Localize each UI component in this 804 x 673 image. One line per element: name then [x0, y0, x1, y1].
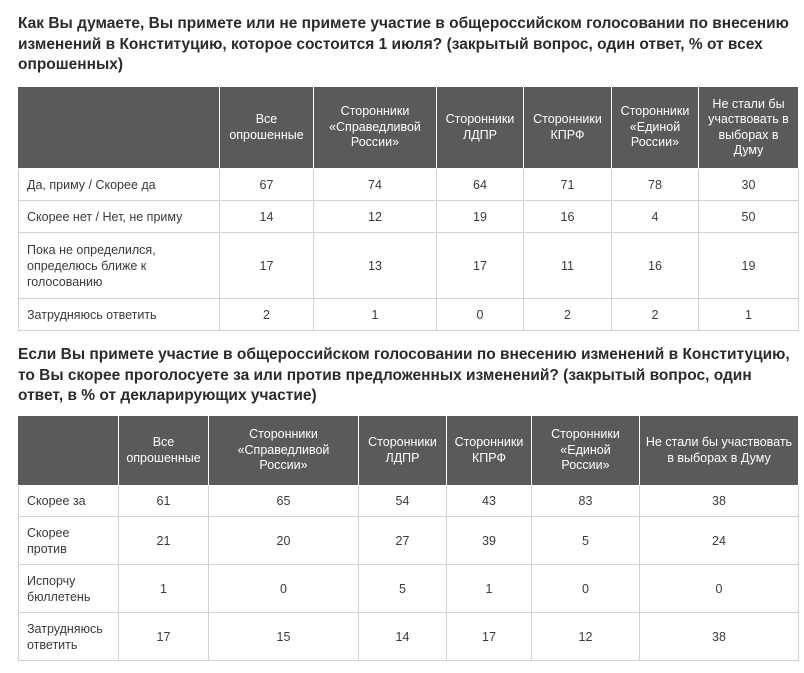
table-cell: 17	[447, 613, 532, 661]
row-label: Скорее нет / Нет, не приму	[19, 201, 220, 233]
table-row	[19, 613, 799, 661]
question-1-table	[18, 86, 799, 331]
table-row	[19, 299, 799, 331]
table-cell: 71	[524, 169, 612, 201]
table-row	[19, 169, 799, 201]
table-row	[19, 517, 799, 565]
column-header: Не стали бы участвовать в выборах в Думу	[699, 87, 799, 169]
table-cell: 65	[209, 486, 359, 517]
column-header: Сторонники «Единой России»	[532, 416, 640, 486]
question-2-table	[18, 415, 799, 661]
table-header-row	[19, 87, 799, 169]
table-cell: 0	[437, 299, 524, 331]
table-cell: 21	[119, 517, 209, 565]
table-cell: 13	[314, 233, 437, 299]
row-label: Затрудняюсь ответить	[19, 613, 119, 661]
header-corner	[19, 416, 119, 486]
table-cell: 20	[209, 517, 359, 565]
column-header: Все опрошенные	[220, 87, 314, 169]
row-label: Затрудняюсь ответить	[19, 299, 220, 331]
table-cell: 61	[119, 486, 209, 517]
table-cell: 15	[209, 613, 359, 661]
table-cell: 74	[314, 169, 437, 201]
column-header: Сторонники КПРФ	[447, 416, 532, 486]
row-label: Скорее против	[19, 517, 119, 565]
table-cell: 16	[524, 201, 612, 233]
table-cell: 50	[699, 201, 799, 233]
table-cell: 16	[612, 233, 699, 299]
table-cell: 38	[640, 486, 799, 517]
row-label: Скорее за	[19, 486, 119, 517]
table-cell: 24	[640, 517, 799, 565]
column-header: Все опрошенные	[119, 416, 209, 486]
table-cell: 39	[447, 517, 532, 565]
table-cell: 67	[220, 169, 314, 201]
table-cell: 2	[612, 299, 699, 331]
table-cell: 5	[532, 517, 640, 565]
table-cell: 27	[359, 517, 447, 565]
column-header: Сторонники «Справедливой России»	[314, 87, 437, 169]
table-cell: 17	[437, 233, 524, 299]
table-cell: 1	[699, 299, 799, 331]
table-cell: 5	[359, 565, 447, 613]
table-cell: 64	[437, 169, 524, 201]
table-cell: 14	[359, 613, 447, 661]
row-label: Пока не определился, определюсь ближе к голосованию	[19, 233, 220, 299]
table-cell: 54	[359, 486, 447, 517]
table-header-row	[19, 416, 799, 486]
question-2-title: Если Вы примете участие в общероссийском голосовании по внесению изменений в Конституцию, то Вы скорее проголосуете за или против предложенных изменений? (закрытый вопрос, один ответ, в % от декларирующих участие)	[18, 346, 790, 404]
column-header: Сторонники «Единой России»	[612, 87, 699, 169]
table-cell: 19	[699, 233, 799, 299]
table-cell: 78	[612, 169, 699, 201]
table-cell: 83	[532, 486, 640, 517]
table-cell: 1	[447, 565, 532, 613]
table-cell: 0	[209, 565, 359, 613]
table-cell: 0	[532, 565, 640, 613]
table-cell: 14	[220, 201, 314, 233]
table-cell: 2	[524, 299, 612, 331]
table-cell: 1	[314, 299, 437, 331]
table-row	[19, 201, 799, 233]
table-row	[19, 233, 799, 299]
table-row	[19, 565, 799, 613]
column-header: Сторонники «Справедливой России»	[209, 416, 359, 486]
row-label: Да, приму / Скорее да	[19, 169, 220, 201]
table-cell: 1	[119, 565, 209, 613]
table-cell: 11	[524, 233, 612, 299]
table-cell: 17	[220, 233, 314, 299]
table-cell: 0	[640, 565, 799, 613]
table-row	[19, 486, 799, 517]
column-header: Сторонники ЛДПР	[359, 416, 447, 486]
table-cell: 12	[314, 201, 437, 233]
question-1-title: Как Вы думаете, Вы примете или не примете участие в общероссийском голосовании по внесению изменений в Конституцию, которое состоится 1 июля? (закрытый вопрос, один ответ, % от всех опрошенных)	[18, 15, 789, 73]
column-header: Сторонники ЛДПР	[437, 87, 524, 169]
table-cell: 4	[612, 201, 699, 233]
table-cell: 2	[220, 299, 314, 331]
table-cell: 12	[532, 613, 640, 661]
column-header: Не стали бы участвовать в выборах в Думу	[640, 416, 799, 486]
table-cell: 30	[699, 169, 799, 201]
table-cell: 19	[437, 201, 524, 233]
column-header: Сторонники КПРФ	[524, 87, 612, 169]
table-cell: 43	[447, 486, 532, 517]
table-cell: 17	[119, 613, 209, 661]
table-cell: 38	[640, 613, 799, 661]
header-corner	[19, 87, 220, 169]
row-label: Испорчу бюллетень	[19, 565, 119, 613]
